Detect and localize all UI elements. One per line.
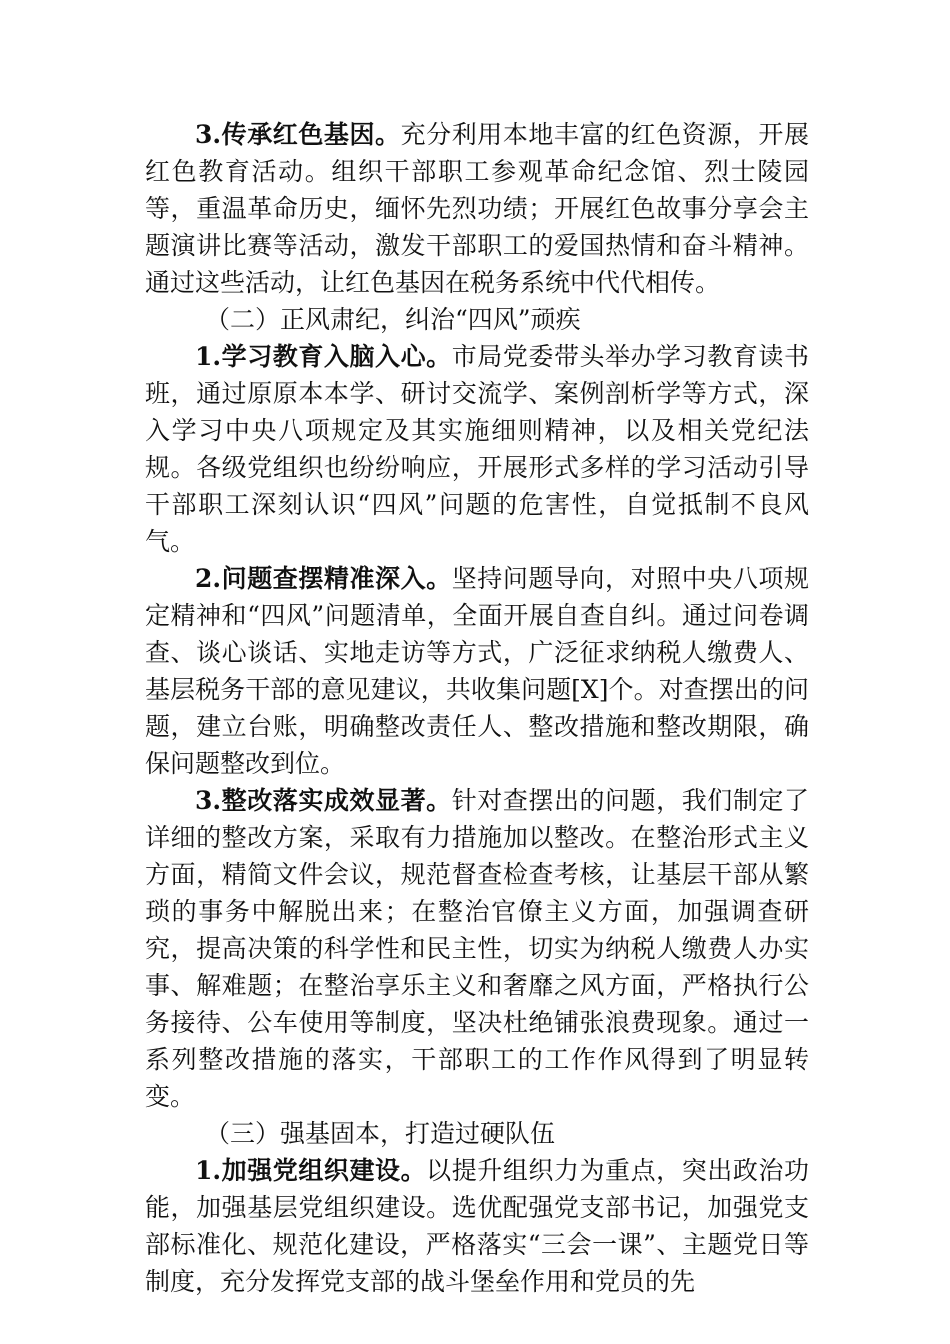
paragraph-lead: 3.传承红色基因。	[195, 120, 401, 149]
paragraph-body: 针对查摆出的问题，我们制定了详细的整改方案，采取有力措施加以整改。在整治形式主义方面，精简文件会议，规范督查检查考核，让基层干部从繁琐的事务中解脱出来；在整治官僚主义方面，加强调查研究，提高决策的科学性和民主性，切实为纳税人缴费人办实事、解难题；在整治享乐主义和奢靡之风方面，严格执行公务接待、公车使用等制度，坚决杜绝铺张浪费现象。通过一系列整改措施的落实，干部职工的工作作风得到了明显转变。	[145, 786, 809, 1111]
paragraph-lead: 1.加强党组织建设。	[195, 1156, 427, 1185]
section-heading-2: （二）正风肃纪，纠治“四风”顽疾	[205, 305, 581, 334]
paragraph-lead: 1.学习教育入脑入心。	[195, 342, 452, 371]
paragraph-lead: 2.问题查摆精准深入。	[195, 564, 452, 593]
paragraph-study-education	[145, 338, 809, 560]
paragraph-body: 以提升组织力为重点，突出政治功能，加强基层党组织建设。选优配强党支部书记，加强党支部标准化、规范化建设，严格落实“三会一课”、主题党日等制度，充分发挥党支部的战斗堡垒作用和党员的先	[145, 1156, 809, 1296]
paragraph-body: 坚持问题导向，对照中央八项规定精神和“四风”问题清单，全面开展自查自纠。通过问卷调查、谈心谈话、实地走访等方式，广泛征求纳税人缴费人、基层税务干部的意见建议，共收集问题[X]个。对查摆出的问题，建立台账，明确整改责任人、整改措施和整改期限，确保问题整改到位。	[145, 564, 809, 778]
paragraph-inherit-red-gene	[145, 116, 809, 301]
paragraph-lead: 3.整改落实成效显著。	[195, 786, 452, 815]
paragraph-rectification	[145, 782, 809, 1115]
document-page	[145, 116, 809, 1300]
paragraph-body: 充分利用本地丰富的红色资源，开展红色教育活动。组织干部职工参观革命纪念馆、烈士陵园等，重温革命历史，缅怀先烈功绩；开展红色故事分享会主题演讲比赛等活动，激发干部职工的爱国热情和奋斗精神。通过这些活动，让红色基因在税务系统中代代相传。	[145, 120, 809, 297]
paragraph-body: 市局党委带头举办学习教育读书班，通过原原本本学、研讨交流学、案例剖析学等方式，深入学习中央八项规定及其实施细则精神，以及相关党纪法规。各级党组织也纷纷响应，开展形式多样的学习活动引导干部职工深刻认识“四风”问题的危害性，自觉抵制不良风气。	[145, 342, 809, 556]
paragraph-problem-finding	[145, 560, 809, 782]
section-heading-3: （三）强基固本，打造过硬队伍	[205, 1119, 556, 1148]
paragraph-party-organization	[145, 1152, 809, 1300]
